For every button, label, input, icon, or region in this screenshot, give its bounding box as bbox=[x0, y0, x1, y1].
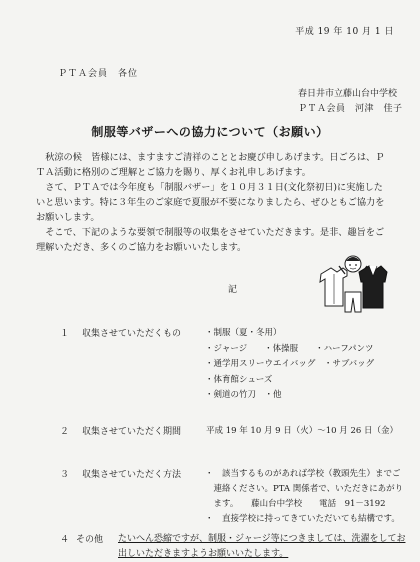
note-line: 出しいただきますようお願いいたします。 bbox=[118, 549, 289, 559]
clothing-illustration bbox=[317, 252, 389, 314]
method-line: ・ 該当するものがあれば学校（教頭先生）までご bbox=[205, 469, 401, 479]
section-1-label: 収集させていただくもの bbox=[82, 329, 182, 339]
list-item: ・剣道の竹刀 ・他 bbox=[205, 390, 282, 400]
document-title: 制服等バザーへの協力について（お願い） bbox=[91, 125, 329, 139]
note-line: たいへん恐縮ですが、制服・ジャージ等につきましては、洗濯をしてお bbox=[118, 534, 406, 544]
section-4-number: ４ bbox=[60, 535, 70, 545]
body-paragraph-2: さて、ＰＴＡでは今年度も「制服バザー」を１０月３１日(文化祭初日)に実施したいと思います。特に３年生のご家庭で夏服が不要になりましたら、ぜひともご協力をお願いします。 bbox=[36, 182, 385, 223]
list-item: ・ジャージ ・体操服 ・ハーフパンツ bbox=[205, 343, 374, 354]
method-line: ・ 直接学校に持ってきていただいても結構です。 bbox=[205, 514, 400, 524]
list-item: ・制服（夏・冬用） bbox=[205, 328, 282, 338]
body-text bbox=[36, 150, 392, 255]
section-3-label: 収集させていただく方法 bbox=[82, 470, 182, 480]
section-1-items bbox=[205, 326, 415, 404]
list-item: ・体育館シューズ bbox=[205, 374, 273, 385]
section-4-label: その他 bbox=[76, 535, 104, 545]
ki-marker: 記 bbox=[228, 285, 238, 295]
issue-date: 平成 19 年 10 月 1 日 bbox=[295, 27, 394, 37]
section-1-number: １ bbox=[60, 329, 70, 339]
recipient: ＰＴＡ会員 各位 bbox=[58, 69, 139, 79]
method-line: ます。 藤山台中学校 電話 91－3192 bbox=[205, 499, 386, 509]
other-notes bbox=[118, 532, 418, 562]
body-paragraph-3: そこで、下記のような要領で制服等の収集をさせていただきます。是非、趣旨をご理解いただき、多くのご協力をお願いいたします。 bbox=[36, 227, 385, 253]
list-item: ・通学用スリーウエイバッグ ・サブバッグ bbox=[205, 359, 375, 369]
sender-school: 春日井市立藤山台中学校 bbox=[298, 89, 398, 99]
section-2-number: ２ bbox=[60, 427, 70, 437]
section-2-label: 収集させていただく期間 bbox=[82, 427, 182, 437]
collection-period: 平成 19 年 10 月 9 日（火）〜10 月 26 日（金） bbox=[206, 426, 398, 436]
collection-method bbox=[205, 467, 415, 527]
body-paragraph-1: 秋涼の候 皆様には、ますますご清祥のこととお慶び申しあげます。日ごろは、ＰＴＡ活動に格別のご理解とご協力を賜り、厚くお礼申しあげます。 bbox=[36, 152, 385, 178]
section-3-number: ３ bbox=[60, 470, 70, 480]
method-line: 連絡ください。PTA 関係者で、いただきにあがり bbox=[205, 484, 404, 494]
sender-name: ＰＴＡ会員 河津 佳子 bbox=[298, 104, 403, 114]
